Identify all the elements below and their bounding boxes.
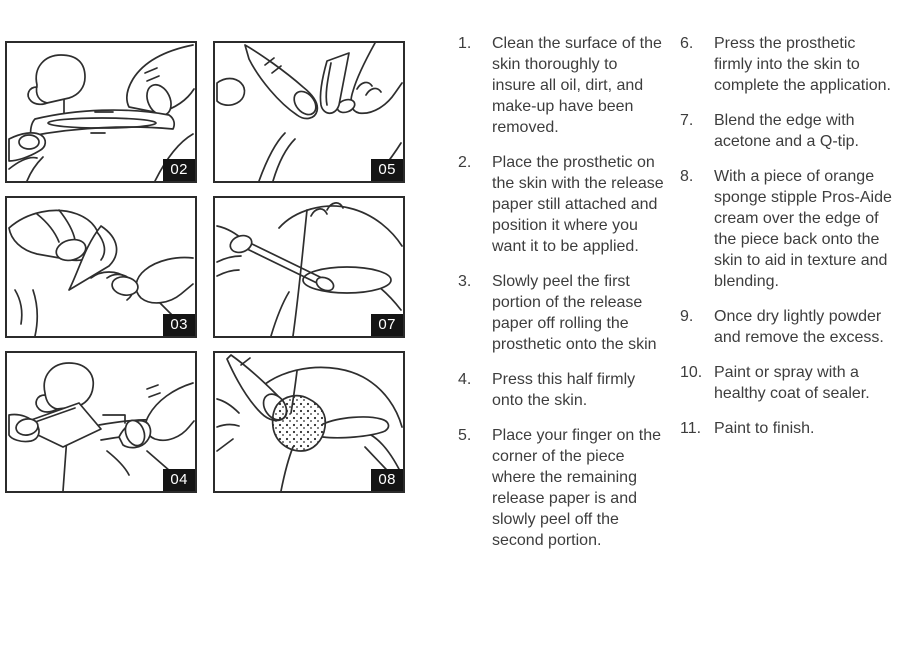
instruction-step-5 — [458, 425, 664, 551]
step-number: 5. — [458, 427, 472, 444]
panel-step-08 — [213, 351, 405, 493]
step-number: 4. — [458, 371, 472, 388]
step-number: 8. — [680, 168, 694, 185]
instructions-column-2 — [680, 33, 894, 453]
step-number: 10. — [680, 364, 703, 381]
panel-step-03 — [5, 196, 197, 338]
step-number: 6. — [680, 35, 694, 52]
instructions-column-1 — [458, 33, 664, 565]
step-text: Press the prosthetic firmly into the skin to complete the application. — [714, 35, 891, 94]
step-number-badge: 08 — [371, 469, 403, 491]
panel-step-02 — [5, 41, 197, 183]
panel-step-07 — [213, 196, 405, 338]
instruction-step-1 — [458, 33, 664, 138]
step-number-badge: 05 — [371, 159, 403, 181]
instruction-step-8 — [680, 166, 894, 292]
step-text: Once dry lightly powder and remove the excess. — [714, 308, 884, 346]
step-number-badge: 02 — [163, 159, 195, 181]
instruction-step-10 — [680, 362, 894, 404]
instruction-step-11 — [680, 418, 894, 439]
step-number-badge: 07 — [371, 314, 403, 336]
step-text: Blend the edge with acetone and a Q-tip. — [714, 112, 859, 150]
panel-step-05 — [213, 41, 405, 183]
illustration-grid — [5, 41, 405, 493]
step-text: Clean the surface of the skin thoroughly to insure all oil, dirt, and make-up have been removed. — [492, 35, 662, 136]
step-number: 9. — [680, 308, 694, 325]
step-number: 11. — [680, 420, 702, 437]
step-text: Place your finger on the corner of the piece where the remaining release paper is and slowly peel off the second portion. — [492, 427, 661, 549]
step-text: Place the prosthetic on the skin with the release paper still attached and position it where you want it to be applied. — [492, 154, 664, 255]
step-text: Paint or spray with a healthy coat of sealer. — [714, 364, 870, 402]
step-text: Paint to finish. — [714, 420, 815, 437]
instruction-step-6 — [680, 33, 894, 96]
panel-step-04 — [5, 351, 197, 493]
step-text: Press this half firmly onto the skin. — [492, 371, 636, 409]
instruction-step-3 — [458, 271, 664, 355]
instruction-step-2 — [458, 152, 664, 257]
step-text: With a piece of orange sponge stipple Pros-Aide cream over the edge of the piece back onto the skin to aid in texture and blending. — [714, 168, 892, 290]
step-number: 1. — [458, 35, 472, 52]
step-number: 2. — [458, 154, 472, 171]
step-text: Slowly peel the first portion of the release paper off rolling the prosthetic onto the skin — [492, 273, 657, 353]
step-number-badge: 04 — [163, 469, 195, 491]
instruction-step-9 — [680, 306, 894, 348]
step-number: 7. — [680, 112, 694, 129]
step-number: 3. — [458, 273, 472, 290]
step-number-badge: 03 — [163, 314, 195, 336]
instruction-step-7 — [680, 110, 894, 152]
instruction-step-4 — [458, 369, 664, 411]
